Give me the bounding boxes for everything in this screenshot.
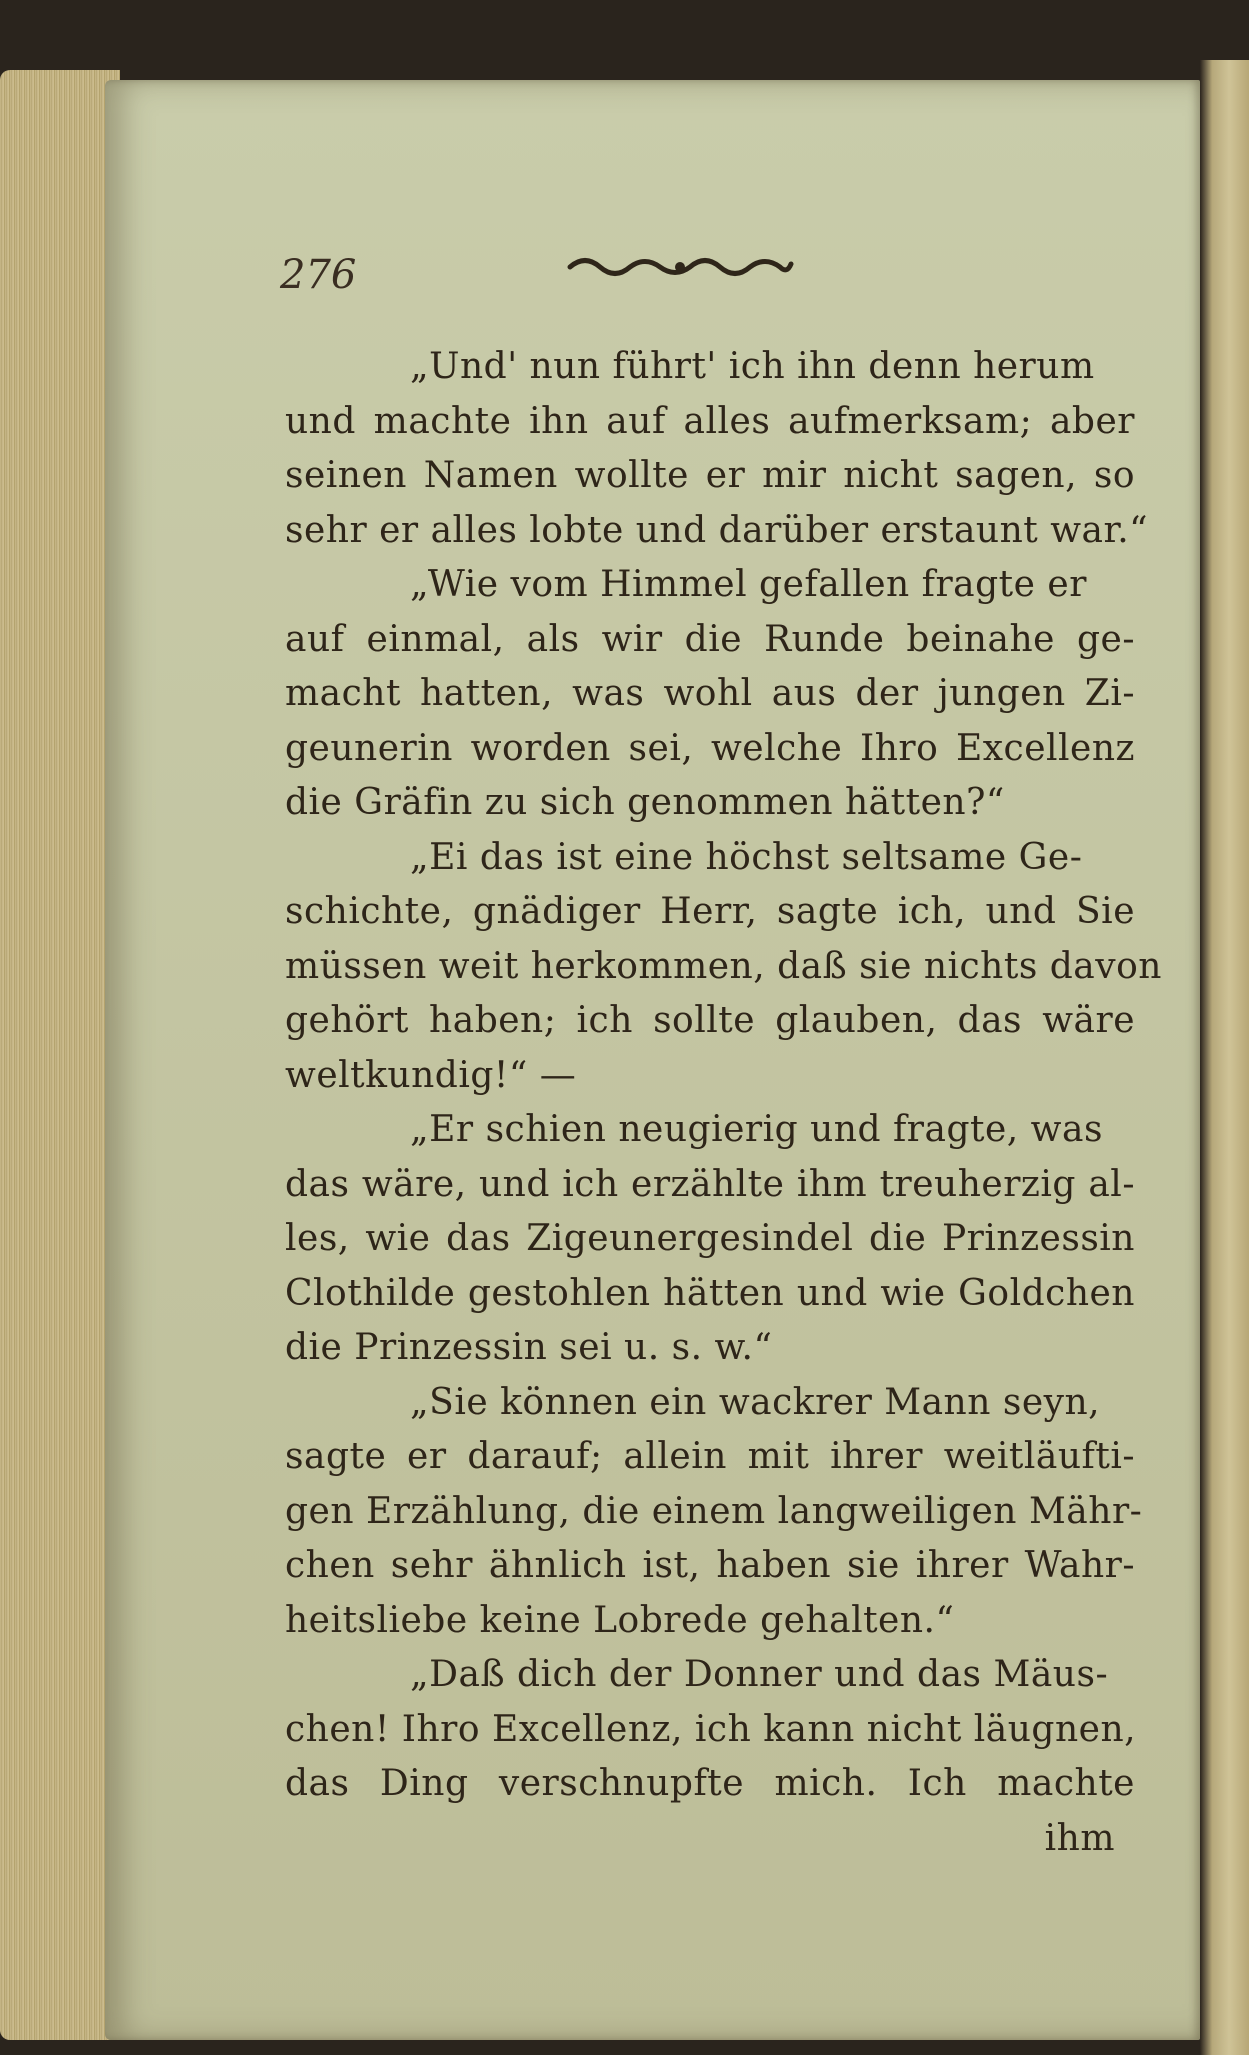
text-line: müssen weit herkommen, daß sie nichts davon: [285, 945, 1162, 987]
text-line: „Wie vom Himmel gefallen fragte er: [410, 564, 1087, 605]
catchword: ihm: [1044, 1817, 1115, 1859]
text-line: das Ding verschnupfte mich. Ich machte: [285, 1763, 1135, 1804]
text-line: geunerin worden sei, welche Ihro Excellenz: [285, 727, 1135, 769]
text-line: „Und' nun führt' ich ihn denn herum: [410, 346, 1095, 387]
text-line: auf einmal, als wir die Runde beinahe ge-: [285, 618, 1135, 660]
text-line: seinen Namen wollte er mir nicht sagen, so: [285, 455, 1135, 496]
text-line: weltkundig!“ —: [285, 1054, 577, 1096]
header-ornament-icon: [565, 250, 795, 284]
text-line: die Gräfin zu sich genommen hätten?“: [285, 782, 1005, 823]
text-line: „Er schien neugierig und fragte, was: [410, 1109, 1103, 1150]
text-line: sehr er alles lobte und darüber erstaunt war.“: [285, 509, 1149, 551]
body-text: [285, 340, 1162, 1866]
page-number: 276: [280, 252, 357, 298]
text-line: gen Erzählung, die einem langweiligen Mähr-: [285, 1490, 1143, 1532]
text-line: macht hatten, was wohl aus der jungen Zi-: [285, 673, 1135, 714]
text-line: chen! Ihro Excellenz, ich kann nicht läugnen,: [285, 1708, 1137, 1750]
text-line: les, wie das Zigeunergesindel die Prinzessin: [285, 1218, 1135, 1259]
text-line: das wäre, und ich erzählte ihm treuherzig al-: [285, 1163, 1135, 1205]
text-line: sagte er darauf; allein mit ihrer weitläufti-: [285, 1436, 1135, 1477]
text-line: gehört haben; ich sollte glauben, das wäre: [285, 1000, 1135, 1041]
text-line: „Sie können ein wackrer Mann seyn,: [410, 1381, 1101, 1423]
text-line: Clothilde gestohlen hätten und wie Goldchen: [285, 1272, 1135, 1314]
page-edges: [0, 70, 120, 2040]
text-line: heitsliebe keine Lobrede gehalten.“: [285, 1599, 955, 1641]
text-line: „Daß dich der Donner und das Mäus-: [410, 1654, 1109, 1695]
facing-page-edge: [1200, 60, 1249, 2055]
text-line: chen sehr ähnlich ist, haben sie ihrer Wahr-: [285, 1545, 1135, 1586]
text-line: „Ei das ist eine höchst seltsame Ge-: [410, 836, 1083, 878]
text-line: schichte, gnädiger Herr, sagte ich, und Sie: [285, 891, 1135, 932]
text-line: die Prinzessin sei u. s. w.“: [285, 1327, 773, 1368]
text-line: und machte ihn auf alles aufmerksam; aber: [285, 400, 1135, 442]
